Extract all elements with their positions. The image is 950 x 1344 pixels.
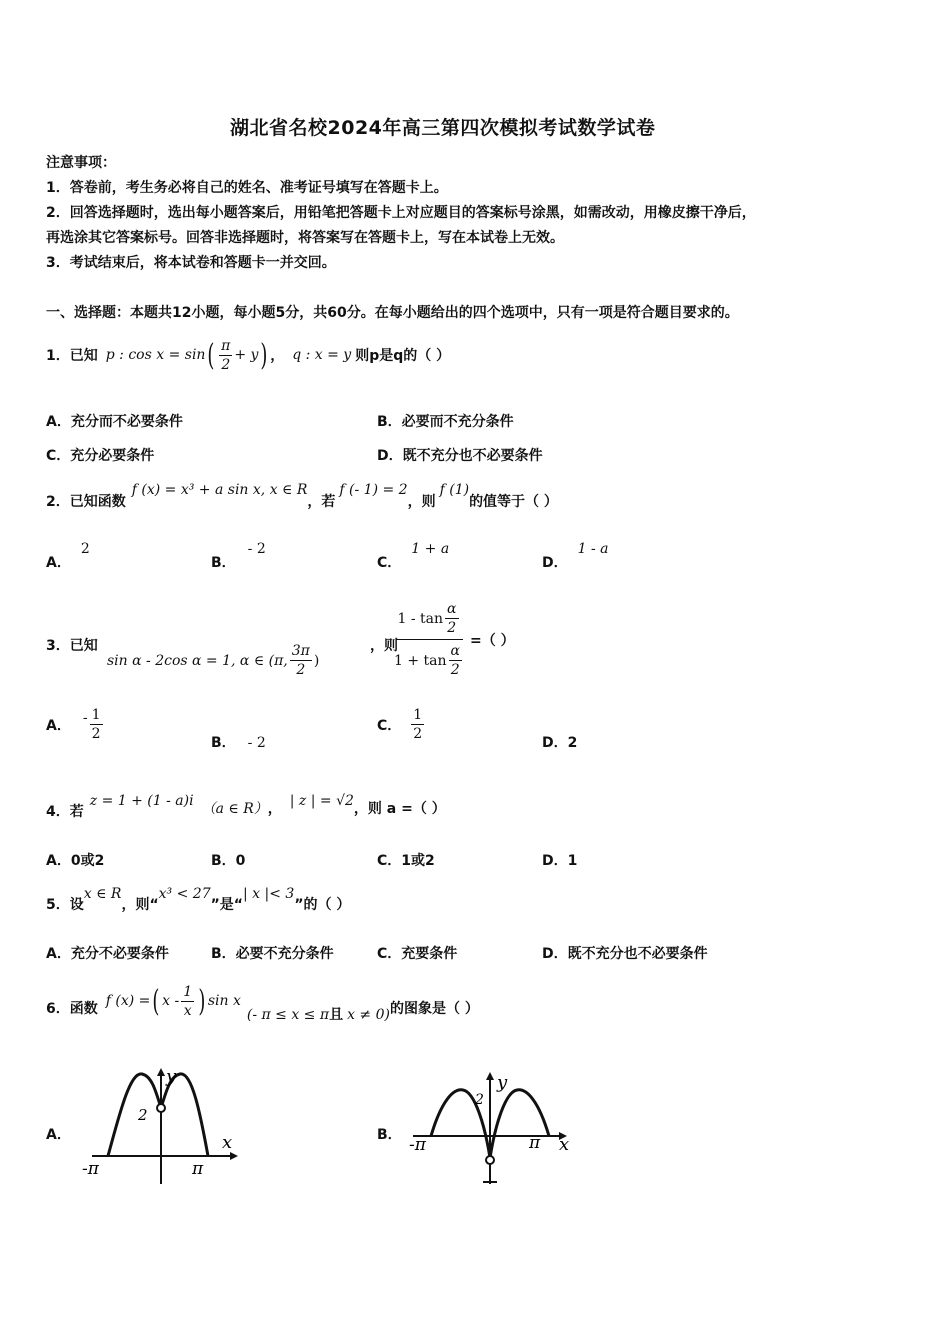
- q1-p-lhs: p : cos x = sin: [105, 347, 206, 363]
- q3-denominator: [392, 640, 466, 679]
- q3-option-a-frac: [90, 706, 103, 743]
- q5-option-d: D．既不充分也不必要条件: [542, 946, 708, 962]
- q2-target: f (1): [439, 482, 470, 498]
- q3-option-a-num: 1: [91, 707, 101, 723]
- q2-option-b-value: - 2: [247, 541, 266, 557]
- notice-item-1: 1．答卷前，考生务必将自己的姓名、准考证号填写在答题卡上。: [46, 180, 448, 196]
- q3-option-b-label: B．: [211, 735, 236, 751]
- q3-option-c-label: C．: [377, 717, 402, 734]
- q3-option-c: [377, 706, 426, 743]
- graph-a-x-arrow: [230, 1152, 238, 1160]
- q1-option-c: C．充分必要条件: [46, 448, 155, 464]
- q4-number: 4．若: [46, 804, 84, 820]
- q3-number: 3．已知: [46, 638, 98, 654]
- graph-a-hole: [157, 1104, 165, 1112]
- question-6: [46, 980, 479, 1036]
- graph-a-two: 2: [138, 1106, 148, 1124]
- q3-three-pi: 3π: [291, 643, 310, 659]
- q3-tail: =（ ）: [470, 632, 515, 649]
- q6-func-lhs: f (x) =: [105, 993, 151, 1009]
- q1-option-a: A．充分而不必要条件: [46, 414, 183, 430]
- graph-b-y-label: y: [497, 1072, 508, 1093]
- q3-option-a-label: A．: [46, 717, 71, 734]
- q5-option-a: A．充分不必要条件: [46, 946, 169, 962]
- page-title: 湖北省名校2024年高三第四次模拟考试数学试卷: [230, 117, 656, 139]
- q5-mid2: ”是“: [210, 897, 244, 913]
- q4-option-b: B．0: [211, 853, 246, 869]
- q4-option-d: D．1: [542, 853, 578, 869]
- q3-condition-expr: sin α - 2cos α = 1, α ∈ (π,: [107, 652, 288, 669]
- q1-frac-den: 2: [221, 356, 231, 373]
- q2-condition: f (- 1) = 2: [339, 482, 408, 498]
- q1-option-b: B．必要而不充分条件: [377, 414, 514, 430]
- q3-num-two: 2: [447, 620, 457, 636]
- q6-frac: [181, 983, 194, 1020]
- q6-number: 6．函数: [46, 1001, 98, 1017]
- graph-b-x-label: x: [559, 1134, 570, 1155]
- q1-left-paren: (: [207, 337, 215, 373]
- q3-num-half: [445, 600, 458, 637]
- q3-main-fraction: [390, 600, 515, 679]
- q1-q: q : x = y: [292, 347, 352, 363]
- q2-function: f (x) = x³ + a sin x, x ∈ R: [131, 482, 308, 498]
- q3-option-d: D．2: [542, 735, 578, 751]
- q1-comma: ，: [270, 348, 285, 364]
- q1-fraction: [219, 337, 232, 374]
- q1-tail: 则p是q的（ ）: [355, 348, 451, 364]
- notice-item-2: 2．回答选择题时，选出每小题答案后，用铅笔把答题卡上对应题目的答案标号涂黑，如需改动，用橡皮擦干净后，: [46, 205, 756, 221]
- q2-option-c-label: C．: [377, 555, 402, 571]
- graph-a-neg-pi: -π: [82, 1159, 99, 1179]
- graph-a-y-label: y: [166, 1066, 177, 1087]
- q6-x-minus: x -: [162, 993, 180, 1009]
- q6-and: 且: [329, 1007, 344, 1023]
- q3-option-c-den: 2: [413, 726, 423, 742]
- graph-b-two: 2: [475, 1092, 484, 1108]
- q6-frac-den: x: [183, 1002, 192, 1019]
- q3-three-pi-den: 2: [296, 662, 306, 678]
- q5-cond2: | x |< 3: [243, 886, 295, 902]
- q3-den-alpha: α: [450, 643, 460, 659]
- q2-option-b-label: B．: [211, 555, 236, 571]
- q5-cond1: x³ < 27: [158, 886, 211, 902]
- question-1: [46, 330, 450, 380]
- notice-item-3: 3．考试结束后，将本试卷和答题卡一并交回。: [46, 255, 336, 271]
- q2-tail: 的值等于（ ）: [469, 494, 558, 510]
- q2-option-a-label: A．: [46, 555, 71, 571]
- q6-tail: 的图象是（ ）: [389, 1001, 479, 1017]
- q3-option-b-value: - 2: [247, 735, 266, 751]
- q5-number: 5．设: [46, 897, 84, 913]
- q5-option-c: C．充要条件: [377, 946, 458, 962]
- graph-a-x-label: x: [222, 1132, 233, 1153]
- graph-b-y-arrow: [486, 1072, 494, 1080]
- q1-option-d: D．既不充分也不必要条件: [377, 448, 543, 464]
- q2-option-a: [46, 538, 90, 571]
- q1-number: 1．已知: [46, 348, 98, 364]
- q1-right-paren: ): [260, 337, 268, 373]
- q5-option-b: B．必要不充分条件: [211, 946, 334, 962]
- q2-option-d: [542, 538, 609, 571]
- q3-option-c-frac: [411, 706, 424, 743]
- q4-expr: z = 1 + (1 - a)i: [89, 793, 194, 809]
- q2-option-c-value: 1 + a: [411, 541, 450, 557]
- q5-tail: ”的（ ）: [294, 897, 351, 913]
- q3-mid: ，则: [370, 638, 398, 654]
- q3-den-two: 2: [450, 662, 460, 678]
- q3-numerator: [396, 600, 463, 640]
- graph-a-y-arrow: [157, 1068, 165, 1076]
- q4-option-a: A．0或2: [46, 853, 105, 869]
- q5-mid: ，则“: [121, 897, 159, 913]
- q4-tail: ，则 a =（ ）: [353, 801, 446, 817]
- q4-comma: ，: [267, 801, 282, 817]
- graph-b-hole: [486, 1156, 494, 1164]
- graph-a-pi: π: [192, 1159, 204, 1179]
- q3-num-alpha: α: [447, 601, 457, 617]
- q3-den-expr: 1 + tan: [394, 652, 447, 669]
- section-heading: 一、选择题：本题共12小题，每小题5分，共60分。在每小题给出的四个选项中，只有一项是符合题目要求的。: [46, 305, 739, 321]
- notice-item-2-cont: 再选涂其它答案标号。回答非选择题时，将答案写在答题卡上，写在本试卷上无效。: [46, 230, 564, 246]
- question-5: [46, 882, 350, 912]
- q4-condition: （a ∈ R）: [201, 801, 268, 817]
- graph-b-pi: π: [529, 1133, 541, 1153]
- q6-option-a-label: A．: [46, 1127, 71, 1143]
- q1-frac-num: π: [221, 337, 231, 354]
- q3-three-pi-frac: [290, 642, 312, 679]
- q5-x-in-r: x ∈ R: [83, 886, 122, 902]
- q2-mid2: ，则: [407, 494, 436, 510]
- q2-option-d-label: D．: [542, 555, 568, 571]
- q3-option-a-den: 2: [91, 726, 101, 742]
- q2-number: 2．已知函数: [46, 494, 126, 510]
- q2-option-a-value: 2: [80, 541, 90, 557]
- q6-option-b-label: B．: [377, 1127, 402, 1143]
- q2-option-d-value: 1 - a: [577, 541, 609, 557]
- q3-close-paren: ): [313, 652, 320, 669]
- question-2: [46, 480, 558, 510]
- q3-option-c-num: 1: [413, 707, 423, 723]
- q1-plus-y: + y: [234, 347, 259, 363]
- q6-graph-a: [80, 1062, 250, 1187]
- q6-domain-left: (- π ≤ x ≤ π: [246, 1007, 330, 1023]
- q3-main-frac: [392, 600, 466, 679]
- q6-left-paren: (: [152, 983, 160, 1019]
- q3-option-a-sign: -: [82, 709, 88, 726]
- q2-mid: ，若: [307, 494, 336, 510]
- q6-graph-b: [405, 1066, 580, 1191]
- q3-num-expr: 1 - tan: [397, 610, 444, 627]
- q6-frac-num: 1: [183, 983, 193, 1000]
- question-4: [46, 790, 446, 820]
- q2-option-c: [377, 538, 450, 571]
- graph-b-neg-pi: -π: [409, 1135, 426, 1155]
- q4-option-c: C．1或2: [377, 853, 435, 869]
- q2-option-b: [211, 538, 266, 571]
- q3-condition: [107, 642, 319, 679]
- q3-option-b: [211, 732, 266, 752]
- notice-heading: 注意事项：: [46, 155, 116, 171]
- q6-domain-right: x ≠ 0): [347, 1007, 390, 1023]
- q4-modulus: | z | = √2: [289, 793, 354, 809]
- q3-den-half: [449, 642, 462, 679]
- q6-sin: sin x: [207, 993, 241, 1009]
- q6-right-paren: ): [198, 983, 206, 1019]
- q3-option-a: [46, 706, 105, 743]
- graph-a-curve: [108, 1074, 208, 1156]
